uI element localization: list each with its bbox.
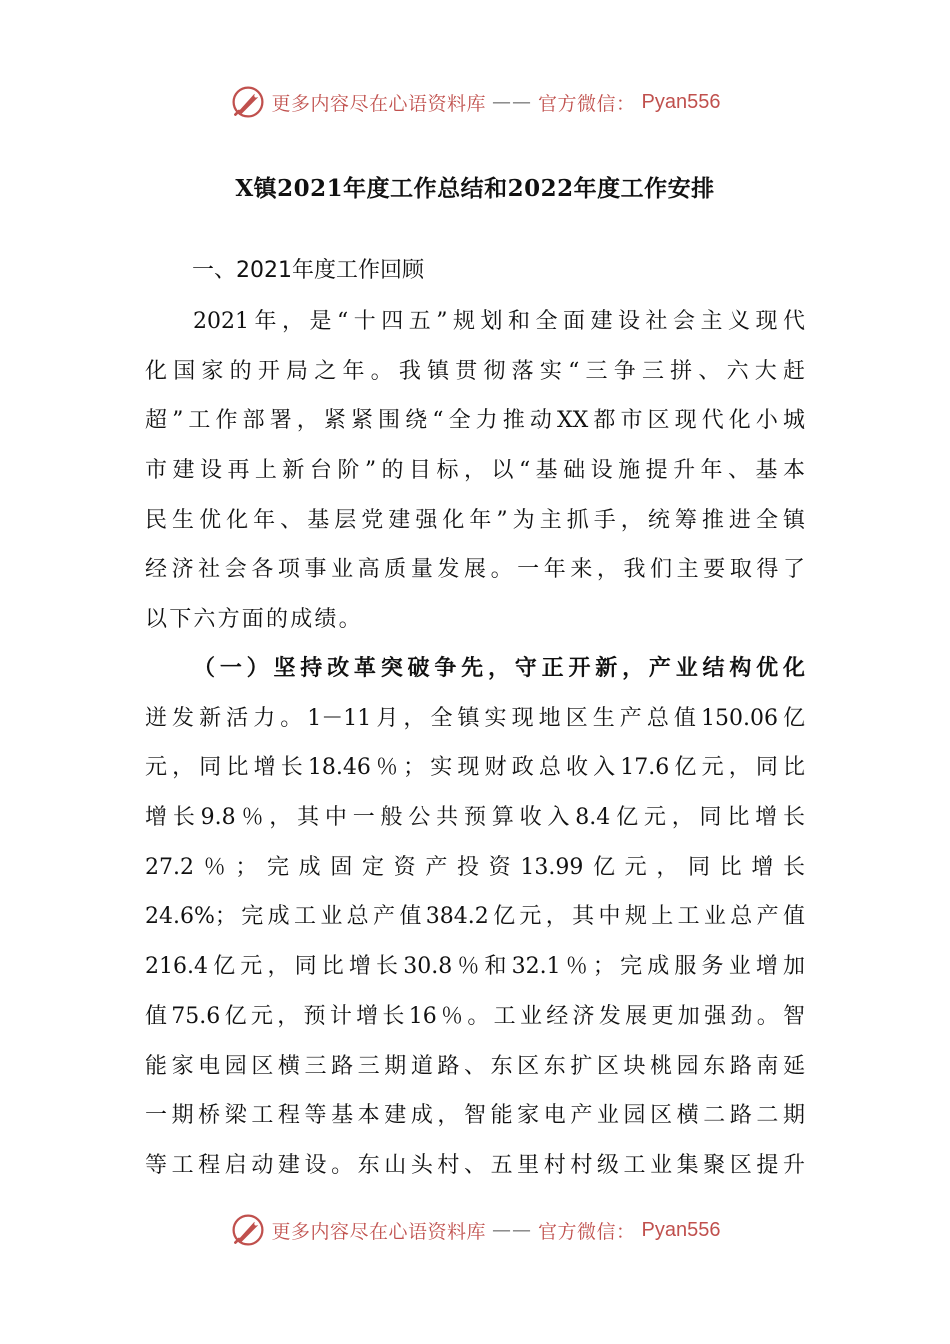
document-title: X镇2021年度工作总结和2022年度工作安排 [235, 175, 715, 202]
paragraph-line: 化国家的开局之年。我镇贯彻落实“三争三拼、六大赶 [145, 358, 805, 384]
paragraph-line: 一期桥梁工程等基本建成，智能家电产业园区横二路二期 [145, 1103, 805, 1129]
watermark-wechat-id: Pyan556 [641, 90, 721, 113]
paragraph-line: 24.6%；完成工业总产值384.2亿元，其中规上工业总产值 [145, 904, 805, 930]
paragraph-overview [145, 297, 805, 645]
header-watermark [0, 82, 950, 122]
watermark-wechat-label: 官方微信： [538, 1220, 636, 1243]
paragraph-line: 迸发新活力。1－11月，全镇实现地区生产总值150.06亿 [145, 705, 805, 731]
paragraph-line: 值75.6亿元，预计增长16％。工业经济发展更加强劲。智 [145, 1003, 805, 1029]
watermark-text: 更多内容尽在心语资料库 [271, 92, 487, 115]
paragraph-line: 民生优化年、基层党建强化年”为主抓手，统筹推进全镇 [145, 507, 805, 533]
paragraph-line: 经济社会各项事业高质量发展。一年来，我们主要取得了 [145, 557, 805, 583]
paragraph-reform [145, 644, 805, 1191]
watermark-separator: —— [492, 91, 533, 113]
watermark-wechat-label: 官方微信： [538, 92, 636, 115]
paragraph-line: 能家电园区横三路三期道路、东区东扩区块桃园东路南延 [145, 1053, 805, 1079]
watermark-text: 更多内容尽在心语资料库 [271, 1220, 487, 1243]
paragraph-line: 27.2％；完成固定资产投资13.99亿元，同比增长 [145, 854, 805, 880]
pen-nib-logo-icon [230, 1212, 266, 1248]
paragraph-line: 以下六方面的成绩。 [145, 607, 363, 633]
paragraph-line: （一）坚持改革突破争先，守正开新，产业结构优化 [193, 655, 805, 681]
pen-nib-logo-icon [230, 84, 266, 120]
footer-watermark [0, 1210, 950, 1250]
paragraph-line: 超”工作部署，紧紧围绕“全力推动XX都市区现代化小城 [145, 408, 805, 434]
paragraph-line: 增长9.8％，其中一般公共预算收入8.4亿元，同比增长 [145, 805, 805, 831]
paragraph-line: 市建设再上新台阶”的目标，以“基础设施提升年、基本 [145, 458, 805, 484]
watermark-separator: —— [492, 1219, 533, 1241]
watermark-wechat-id: Pyan556 [641, 1218, 721, 1241]
paragraph-line: 等工程启动建设。东山头村、五里村村级工业集聚区提升 [145, 1152, 805, 1178]
paragraph-line: 2021年，是“十四五”规划和全面建设社会主义现代 [193, 309, 805, 334]
paragraph-line: 元，同比增长18.46％；实现财政总收入17.6亿元，同比 [145, 755, 805, 781]
section-heading: 一、2021年度工作回顾 [192, 258, 424, 283]
paragraph-line: 216.4亿元，同比增长30.8％和32.1％；完成服务业增加 [145, 954, 805, 980]
